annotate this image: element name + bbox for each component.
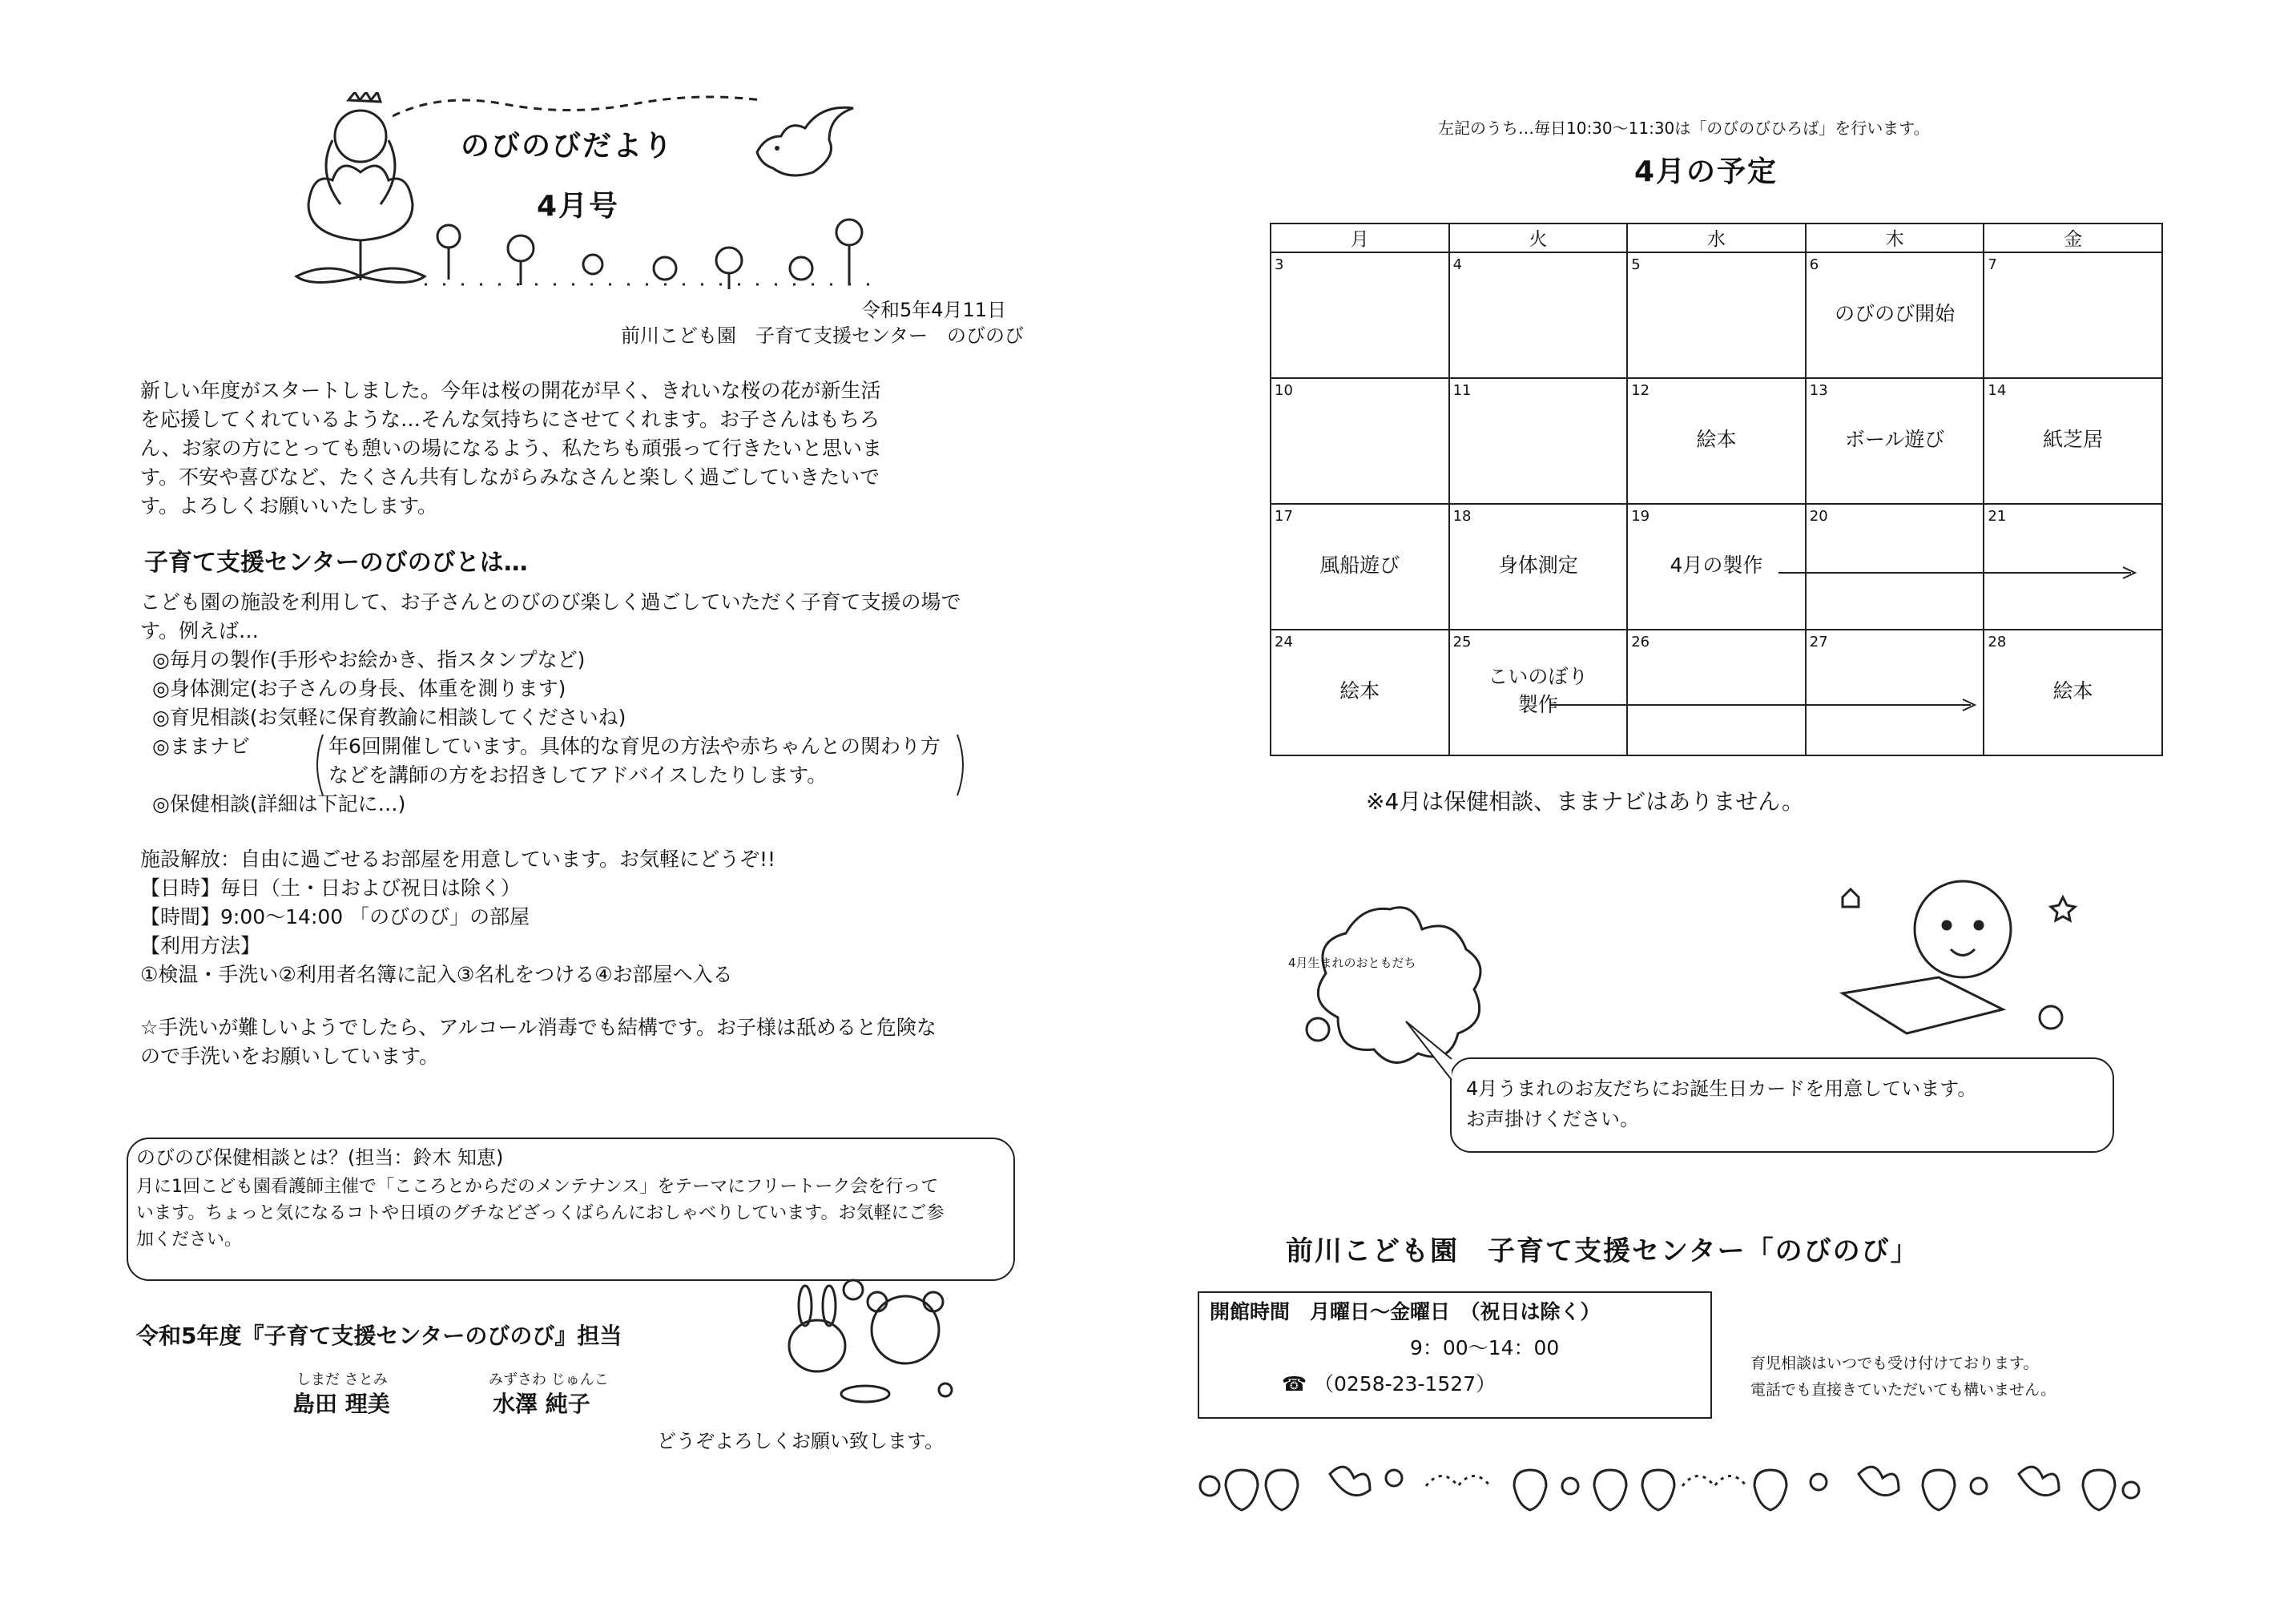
birthday-line: 4月うまれのお友だちにお誕生日カードを用意しています。 <box>1466 1077 1977 1100</box>
day-event: 身体測定 <box>1497 554 1578 577</box>
weekday-wed: 水 <box>1627 224 1806 252</box>
day-number: 18 <box>1452 508 1472 525</box>
calendar-day <box>1627 252 1806 378</box>
birthday-text <box>1466 1073 1976 1134</box>
calendar-day <box>1271 504 1449 630</box>
arrow-craft-continues <box>1778 565 2139 581</box>
about-item: ◎身体測定(お子さんの身長、体重を測ります) <box>152 677 566 700</box>
hours-time: 9：00～14：00 <box>1410 1336 1560 1359</box>
calendar-day <box>1449 378 1628 504</box>
closing-line: どうぞよろしくお願い致します。 <box>657 1430 945 1452</box>
phone-number: （0258-23-1527） <box>1314 1372 1496 1395</box>
bird-icon <box>749 104 861 188</box>
about-item: ◎保健相談(詳細は下記に…) <box>152 792 406 816</box>
newsletter-title: のびのびだより <box>461 130 675 163</box>
day-event: 紙芝居 <box>2043 428 2104 451</box>
handwash-note <box>140 1013 937 1071</box>
day-number: 5 <box>1631 256 1641 273</box>
flower-row-illustration <box>425 204 873 292</box>
health-line: 加ください。 <box>136 1230 243 1250</box>
calendar-week <box>1271 630 2162 755</box>
phone-icon: ☎ <box>1282 1372 1307 1395</box>
day-event: のびのび開始 <box>1835 302 1956 325</box>
facility-line: 【利用方法】 <box>140 934 261 957</box>
day-number: 27 <box>1809 634 1828 650</box>
flower-label: 4月生まれのおともだち <box>1288 956 1416 970</box>
callout-tail <box>1402 1017 1466 1081</box>
day-number: 14 <box>1988 382 2007 399</box>
facility-section <box>140 845 775 989</box>
intro-line: ん、お家の方にとっても憩いの場になるよう、私たちも頑張って行きたいと思いま <box>140 437 883 460</box>
consult-line: 育児相談はいつでも受け付けております。 <box>1750 1355 2039 1372</box>
day-number: 28 <box>1988 634 2007 650</box>
mamanavi-line: 年6回開催しています。具体的な育児の方法や赤ちゃんとの関わり方 <box>328 735 941 758</box>
about-heading: 子育て支援センターのびのびとは… <box>144 549 528 577</box>
intro-line: を応援してくれているような…そんな気持ちにさせてくれます。お子さんはもちろ <box>140 408 880 431</box>
intro-paragraph <box>140 377 882 521</box>
facility-line: 【時間】9:00～14:00 「のびのび」の部屋 <box>140 905 530 928</box>
about-line: こども園の施設を利用して、お子さんとのびのび楽しく過ごしていただく子育て支援の場で <box>140 590 961 614</box>
facility-line: 【日時】毎日（土・日および祝日は除く） <box>140 876 522 900</box>
org-name: 前川こども園 子育て支援センター のびのび <box>621 324 1025 347</box>
day-number: 7 <box>1988 256 1997 273</box>
staff-heading: 令和5年度『子育て支援センターのびのび』担当 <box>136 1323 622 1349</box>
handwash-line: ので手洗いをお願いしています。 <box>140 1045 440 1068</box>
calendar-note: ※4月は保健相談、ままナビはありません。 <box>1366 788 1804 815</box>
day-event: 絵本 <box>1696 428 1737 451</box>
weekday-thu: 木 <box>1806 224 1984 252</box>
mamanavi-line: などを講師の方をお招きしてアドバイスしたりします。 <box>328 763 828 787</box>
calendar-day <box>1271 378 1449 504</box>
staff-ruby: しまだ さとみ <box>296 1371 388 1388</box>
arrow-koinobori-continues <box>1550 697 1979 713</box>
hours-line: 開館時間 月曜日～金曜日 （祝日は除く） <box>1210 1300 1601 1323</box>
consult-note <box>1750 1351 2056 1404</box>
dashed-wave-line <box>393 92 761 124</box>
baby-reading-illustration <box>1827 873 2091 1057</box>
about-item: ◎毎月の製作(手形やお絵かき、指スタンプなど) <box>152 648 586 671</box>
day-event: こいのぼり 製作 <box>1488 665 1589 716</box>
calendar-day <box>1449 630 1628 755</box>
intro-line: す。よろしくお願いいたします。 <box>140 494 438 518</box>
calendar-day <box>1806 252 1984 378</box>
calendar-day <box>1449 504 1628 630</box>
calendar-day <box>1806 378 1984 504</box>
day-number: 21 <box>1988 508 2007 525</box>
hiroba-note: 左記のうち…毎日10:30～11:30は「のびのびひろば」を行います。 <box>1438 119 1930 138</box>
day-number: 12 <box>1631 382 1650 399</box>
issue-label: 4月号 <box>537 190 620 223</box>
day-number: 25 <box>1452 634 1472 650</box>
calendar-day <box>1627 630 1806 755</box>
about-item: ◎ままナビ <box>152 735 250 758</box>
day-event: 絵本 <box>1339 679 1380 703</box>
animals-illustration <box>769 1266 961 1410</box>
day-number: 24 <box>1275 634 1293 650</box>
calendar-day <box>1627 378 1806 504</box>
day-event: 風船遊び <box>1319 554 1400 577</box>
about-line: す。例えば… <box>140 619 260 642</box>
day-number: 19 <box>1631 508 1650 525</box>
consult-line: 電話でも直接きていただいても構いません。 <box>1750 1381 2056 1399</box>
day-event: 4月の製作 <box>1670 554 1763 577</box>
day-number: 3 <box>1275 256 1284 273</box>
day-number: 17 <box>1275 508 1293 525</box>
facility-line: 施設解放：自由に過ごせるお部屋を用意しています。お気軽にどうぞ!! <box>140 848 776 871</box>
center-title: 前川こども園 子育て支援センター「のびのび」 <box>1286 1235 1919 1267</box>
staff-name: 島田 理美 <box>292 1391 390 1417</box>
intro-line: 新しい年度がスタートしました。今年は桜の開花が早く、きれいな桜の花が新生活 <box>140 379 881 402</box>
calendar-day <box>1271 630 1449 755</box>
strawberry-border <box>1186 1450 2147 1514</box>
day-event: 絵本 <box>2052 679 2093 703</box>
calendar-day <box>1271 252 1449 378</box>
facility-line: ①検温・手洗い②利用者名簿に記入③名札をつける④お部屋へ入る <box>140 963 733 986</box>
mamanavi-brackets <box>308 733 973 797</box>
day-number: 13 <box>1809 382 1828 399</box>
intro-line: す。不安や喜びなど、たくさん共有しながらみなさんと楽しく過ごしていきたいで <box>140 465 880 489</box>
calendar-week <box>1271 378 2162 504</box>
health-line: 月に1回こども園看護師主催で「こころとからだのメンテナンス」をテーマにフリートーク会を行って <box>136 1177 939 1197</box>
handwash-line: ☆手洗いが難しいようでしたら、アルコール消毒でも結構です。お子様は舐めると危険な <box>140 1016 937 1039</box>
staff-ruby: みずさわ じゅんこ <box>489 1371 609 1388</box>
day-number: 20 <box>1809 508 1828 525</box>
calendar-title: 4月の予定 <box>1634 155 1778 188</box>
day-event: ボール遊び <box>1844 428 1945 451</box>
day-number: 26 <box>1631 634 1650 650</box>
calendar-day <box>1984 630 2162 755</box>
health-consult-title: のびのび保健相談とは？(担当：鈴木 知恵) <box>136 1146 504 1169</box>
weekday-tue: 火 <box>1449 224 1628 252</box>
calendar-day <box>1984 378 2162 504</box>
calendar-day <box>1984 252 2162 378</box>
issue-date: 令和5年4月11日 <box>861 299 1007 321</box>
weekday-mon: 月 <box>1271 224 1449 252</box>
day-number: 11 <box>1452 382 1472 399</box>
day-number: 10 <box>1275 382 1293 399</box>
staff-name: 水澤 純子 <box>493 1391 590 1417</box>
calendar-header-row <box>1271 224 2162 252</box>
april-calendar <box>1270 223 2163 756</box>
birthday-line: お声掛けください。 <box>1466 1108 1639 1130</box>
health-consult-body <box>136 1174 944 1253</box>
weekday-fri: 金 <box>1984 224 2162 252</box>
day-number: 4 <box>1452 256 1463 273</box>
health-line: います。ちょっと気になるコトや日頃のグチなどざっくばらんにおしゃべりしています。お気軽にご参 <box>136 1203 945 1223</box>
calendar-day <box>1449 252 1628 378</box>
calendar-day <box>1806 630 1984 755</box>
day-number: 6 <box>1809 256 1819 273</box>
calendar-week <box>1271 252 2162 378</box>
about-item: ◎育児相談(お気軽に保育教諭に相談してくださいね) <box>152 706 626 729</box>
